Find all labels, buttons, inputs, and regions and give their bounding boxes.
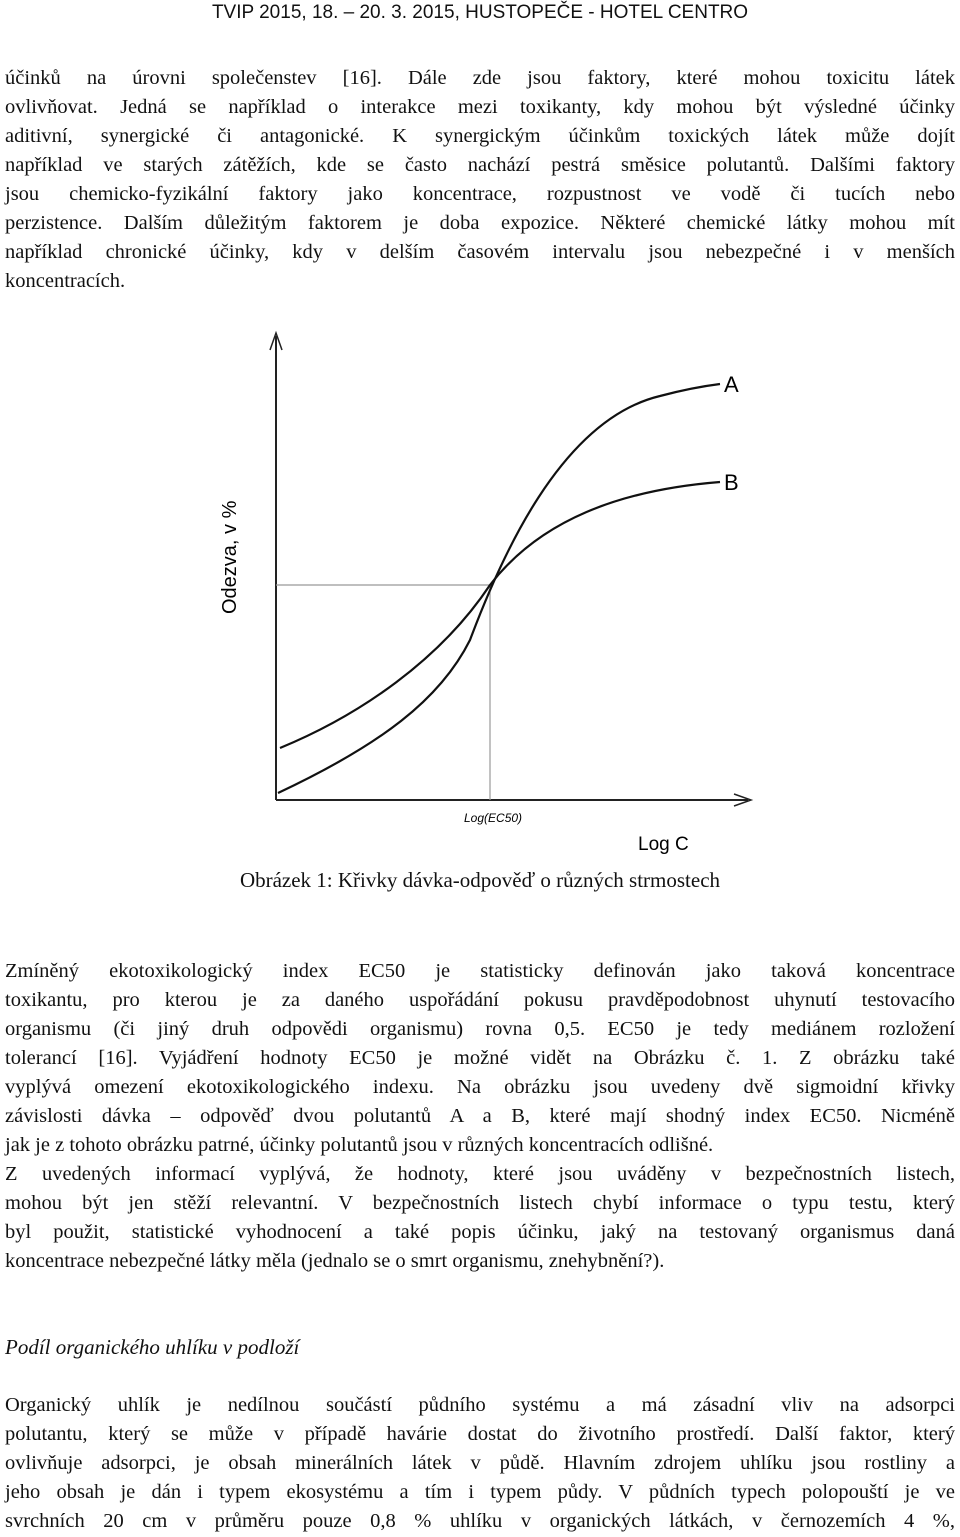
paragraph-line: perzistence. Dalším důležitým faktorem je doba expozice. Některé chemické látky mohou mít	[5, 212, 955, 234]
paragraph-line: svrchních 20 cm v průměru pouze 0,8 % uhlíku v organických látkách, v černozemích 4 %,	[5, 1510, 955, 1532]
curve-b	[280, 482, 720, 748]
paragraph-line: toxikantu, pro kterou je za daného uspořádání pokusu pravděpodobnost uhynutí testovacího	[5, 989, 955, 1011]
paragraph-1	[5, 64, 955, 296]
paragraph-line: jeho obsah je dán i typem ekosystému a tím i typem půdy. V půdních typech polopouští je ve	[5, 1481, 955, 1503]
paragraph-line: tolerancí [16]. Vyjádření hodnoty EC50 je možné vidět na Obrázku č. 1. Z obrázku také	[5, 1047, 955, 1069]
curve-b-label: B	[724, 470, 739, 495]
paragraph-line: polutantu, který se může v případě havárie dostat do životního prostředí. Další faktor, který	[5, 1423, 955, 1445]
y-axis-label: Odezva, v %	[219, 500, 241, 614]
paragraph-line: vyplývá omezení ekotoxikologického indexu. Na obrázku jsou uvedeny dvě sigmoidní křivky	[5, 1076, 955, 1098]
section-title: Podíl organického uhlíku v podloží	[5, 1335, 300, 1359]
curve-a	[278, 384, 720, 793]
paragraph-line: například chronické účinky, kdy v delším časovém intervalu jsou nebezpečné i v menších	[5, 241, 955, 263]
paragraph-line: Zmíněný ekotoxikologický index EC50 je statisticky definován jako taková koncentrace	[5, 960, 955, 982]
paragraph-line: jak je z tohoto obrázku patrné, účinky polutantů jsou v různých koncentracích odlišné.	[5, 1134, 714, 1156]
figure-caption: Obrázek 1: Křivky dávka-odpověď o různých strmostech	[239, 868, 721, 892]
paragraph-line: organismu (či jiný druh odpovědi organismu) rovna 0,5. EC50 je tedy mediánem rozložení	[5, 1018, 955, 1040]
paragraph-3	[5, 1391, 955, 1536]
paragraph-line: například ve starých zátěžích, kde se často nachází pestrá směsice polutantů. Dalšími faktory	[5, 154, 955, 176]
paragraph-line: Organický uhlík je nedílnou součástí půdního systému a má zásadní vliv na adsorpci	[5, 1394, 955, 1416]
paragraph-line: závislosti dávka – odpověď dvou polutantů A a B, které mají shodný index EC50. Nicméně	[5, 1105, 955, 1127]
x-axis-label: Log C	[638, 834, 689, 855]
paragraph-line: ovlivňuje adsorpci, je obsah minerálních látek v půdě. Hlavním zdrojem uhlíku jsou rostliny a	[5, 1452, 955, 1474]
paragraph-line: koncentrace nebezpečné látky měla (jednalo se o smrt organismu, znehybnění?).	[5, 1250, 665, 1272]
ec50-label: Log(EC50)	[464, 811, 523, 825]
paragraph-line: účinků na úrovni společenstev [16]. Dále zde jsou faktory, které mohou toxicitu látek	[5, 67, 955, 89]
curve-a-label: A	[724, 372, 739, 397]
dose-response-figure	[0, 320, 960, 880]
paragraph-line: ovlivňovat. Jedná se například o interakce mezi toxikanty, kdy mohou být výsledné účinky	[5, 96, 955, 118]
paragraph-line: jsou chemicko-fyzikální faktory jako koncentrace, rozpustnost ve vodě či tucích nebo	[5, 183, 955, 205]
paragraph-line: aditivní, synergické či antagonické. K synergickým účinkům toxických látek může dojít	[5, 125, 955, 147]
paragraph-line: Z uvedených informací vyplývá, že hodnoty, které jsou uváděny v bezpečnostních listech,	[5, 1163, 955, 1185]
paragraph-line: byl použit, statistické vyhodnocení a také popis účinku, jaký na testovaný organismus daná	[5, 1221, 955, 1243]
paragraph-2	[5, 957, 955, 1276]
paragraph-line: mohou být jen stěží relevantní. V bezpečnostních listech chybí informace o typu testu, který	[5, 1192, 955, 1214]
paragraph-line: koncentracích.	[5, 270, 126, 292]
running-header: TVIP 2015, 18. – 20. 3. 2015, HUSTOPEČE - HOTEL CENTRO	[211, 2, 749, 23]
